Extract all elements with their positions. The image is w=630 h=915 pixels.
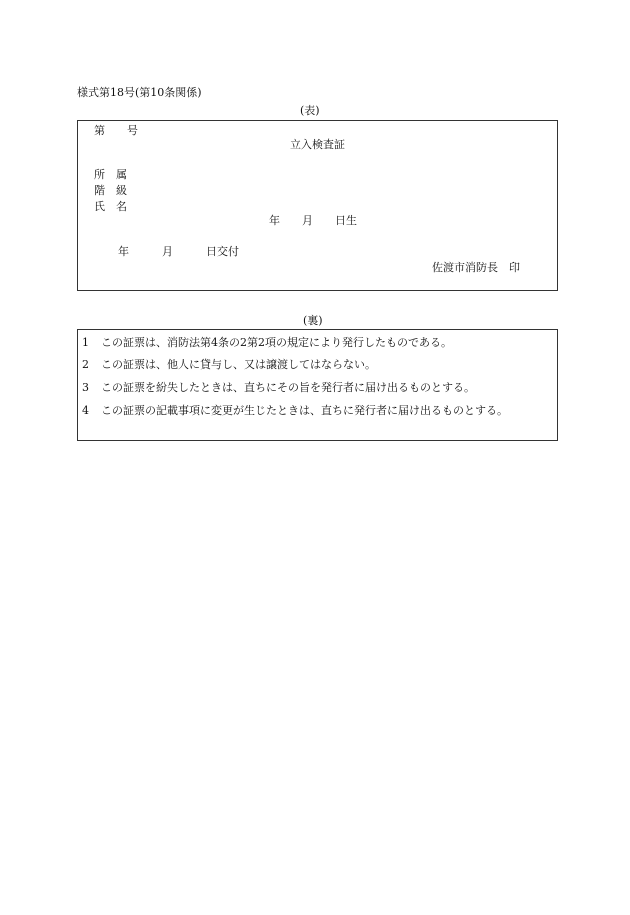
name-label: 氏 名 — [94, 200, 127, 213]
back-item-text: この証票は、他人に貸与し、又は譲渡してはならない。 — [101, 358, 376, 371]
rank-label: 階 級 — [94, 184, 127, 197]
back-item-text: この証票は、消防法第4条の2第2項の規定により発行したものである。 — [101, 336, 452, 349]
affiliation-label: 所 属 — [94, 168, 127, 181]
back-item-text: この証票の記載事項に変更が生じたときは、直ちに発行者に届け出るものとする。 — [101, 404, 508, 417]
front-heading: (表) — [300, 104, 320, 117]
issuer: 佐渡市消防長 印 — [432, 261, 520, 274]
issue-date: 年 月 日交付 — [118, 245, 239, 258]
birth-date: 年 月 日生 — [269, 214, 357, 227]
back-item-number: 1 — [82, 336, 89, 349]
back-item-number: 2 — [82, 358, 89, 371]
back-heading: (裏) — [303, 314, 323, 327]
form-number: 様式第18号(第10条関係) — [77, 86, 202, 99]
certificate-number-label: 第 号 — [94, 124, 138, 137]
back-item-number: 4 — [82, 404, 89, 417]
certificate-title: 立入検査証 — [290, 138, 345, 151]
back-item-text: この証票を紛失したときは、直ちにその旨を発行者に届け出るものとする。 — [101, 381, 475, 394]
back-item-number: 3 — [82, 381, 89, 394]
